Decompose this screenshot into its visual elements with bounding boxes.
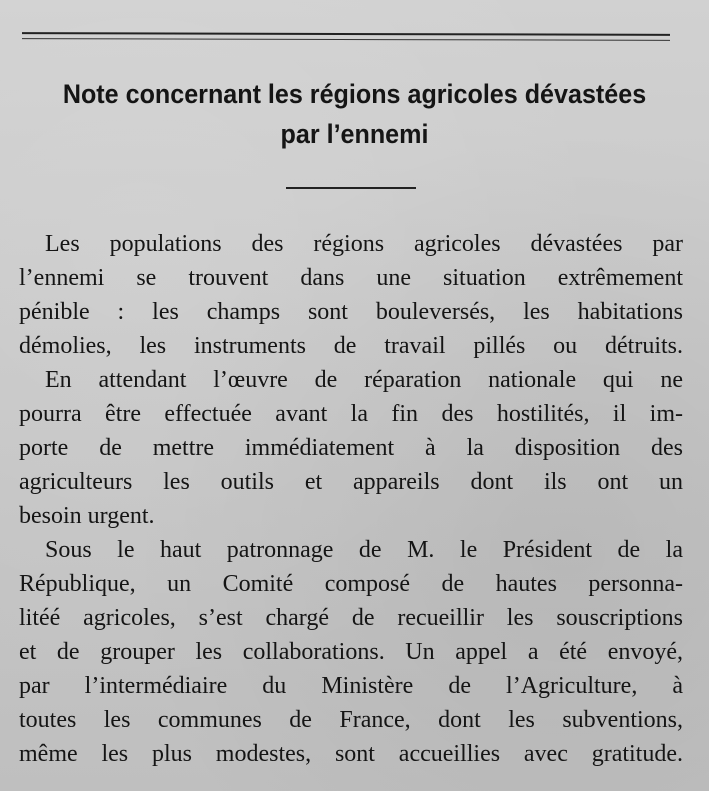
document-body [19,227,683,771]
paragraph-3-line-3: litéé agricoles, s’est chargé de recueillir les souscriptions [19,605,683,631]
document-title [0,74,709,154]
paragraph-1-line-4: démolies, les instruments de travail pillés ou détruits. [19,333,683,359]
paragraph-3-line-6: toutes les communes de France, dont les subventions, [19,707,683,733]
paragraph-1-line-3: pénible : les champs sont bouleversés, les habitations [19,299,683,325]
paragraph-3-line-7: même les plus modestes, sont accueillies avec gratitude. [19,741,683,767]
paragraph-2-line-5: besoin urgent. [19,503,155,529]
paragraph-3-line-4: et de grouper les collaborations. Un appel a été envoyé, [19,639,683,665]
paragraph-2-line-2: pourra être effectuée avant la fin des hostilités, il im- [19,401,683,427]
paragraph-3-line-2: République, un Comité composé de hautes personna- [19,571,683,597]
title-line-2: par l’ennemi [280,119,429,149]
paragraph-3-line-5: par l’intermédiaire du Ministère de l’Agriculture, à [19,673,683,699]
header-double-rule [22,32,670,41]
paragraph-2-line-3: porte de mettre immédiatement à la disposition des [19,435,683,461]
paragraph-1-line-1: Les populations des régions agricoles dévastées par [45,231,683,257]
title-separator-rule [286,187,416,189]
title-line-1: Note concernant les régions agricoles dévastées [62,79,647,109]
paragraph-1-line-2: l’ennemi se trouvent dans une situation extrêmement [19,265,683,291]
paragraph-2-line-1: En attendant l’œuvre de réparation nationale qui ne [45,367,683,393]
paragraph-2-line-4: agriculteurs les outils et appareils dont ils ont un [19,469,683,495]
paragraph-3-line-1: Sous le haut patronnage de M. le Président de la [45,537,683,563]
